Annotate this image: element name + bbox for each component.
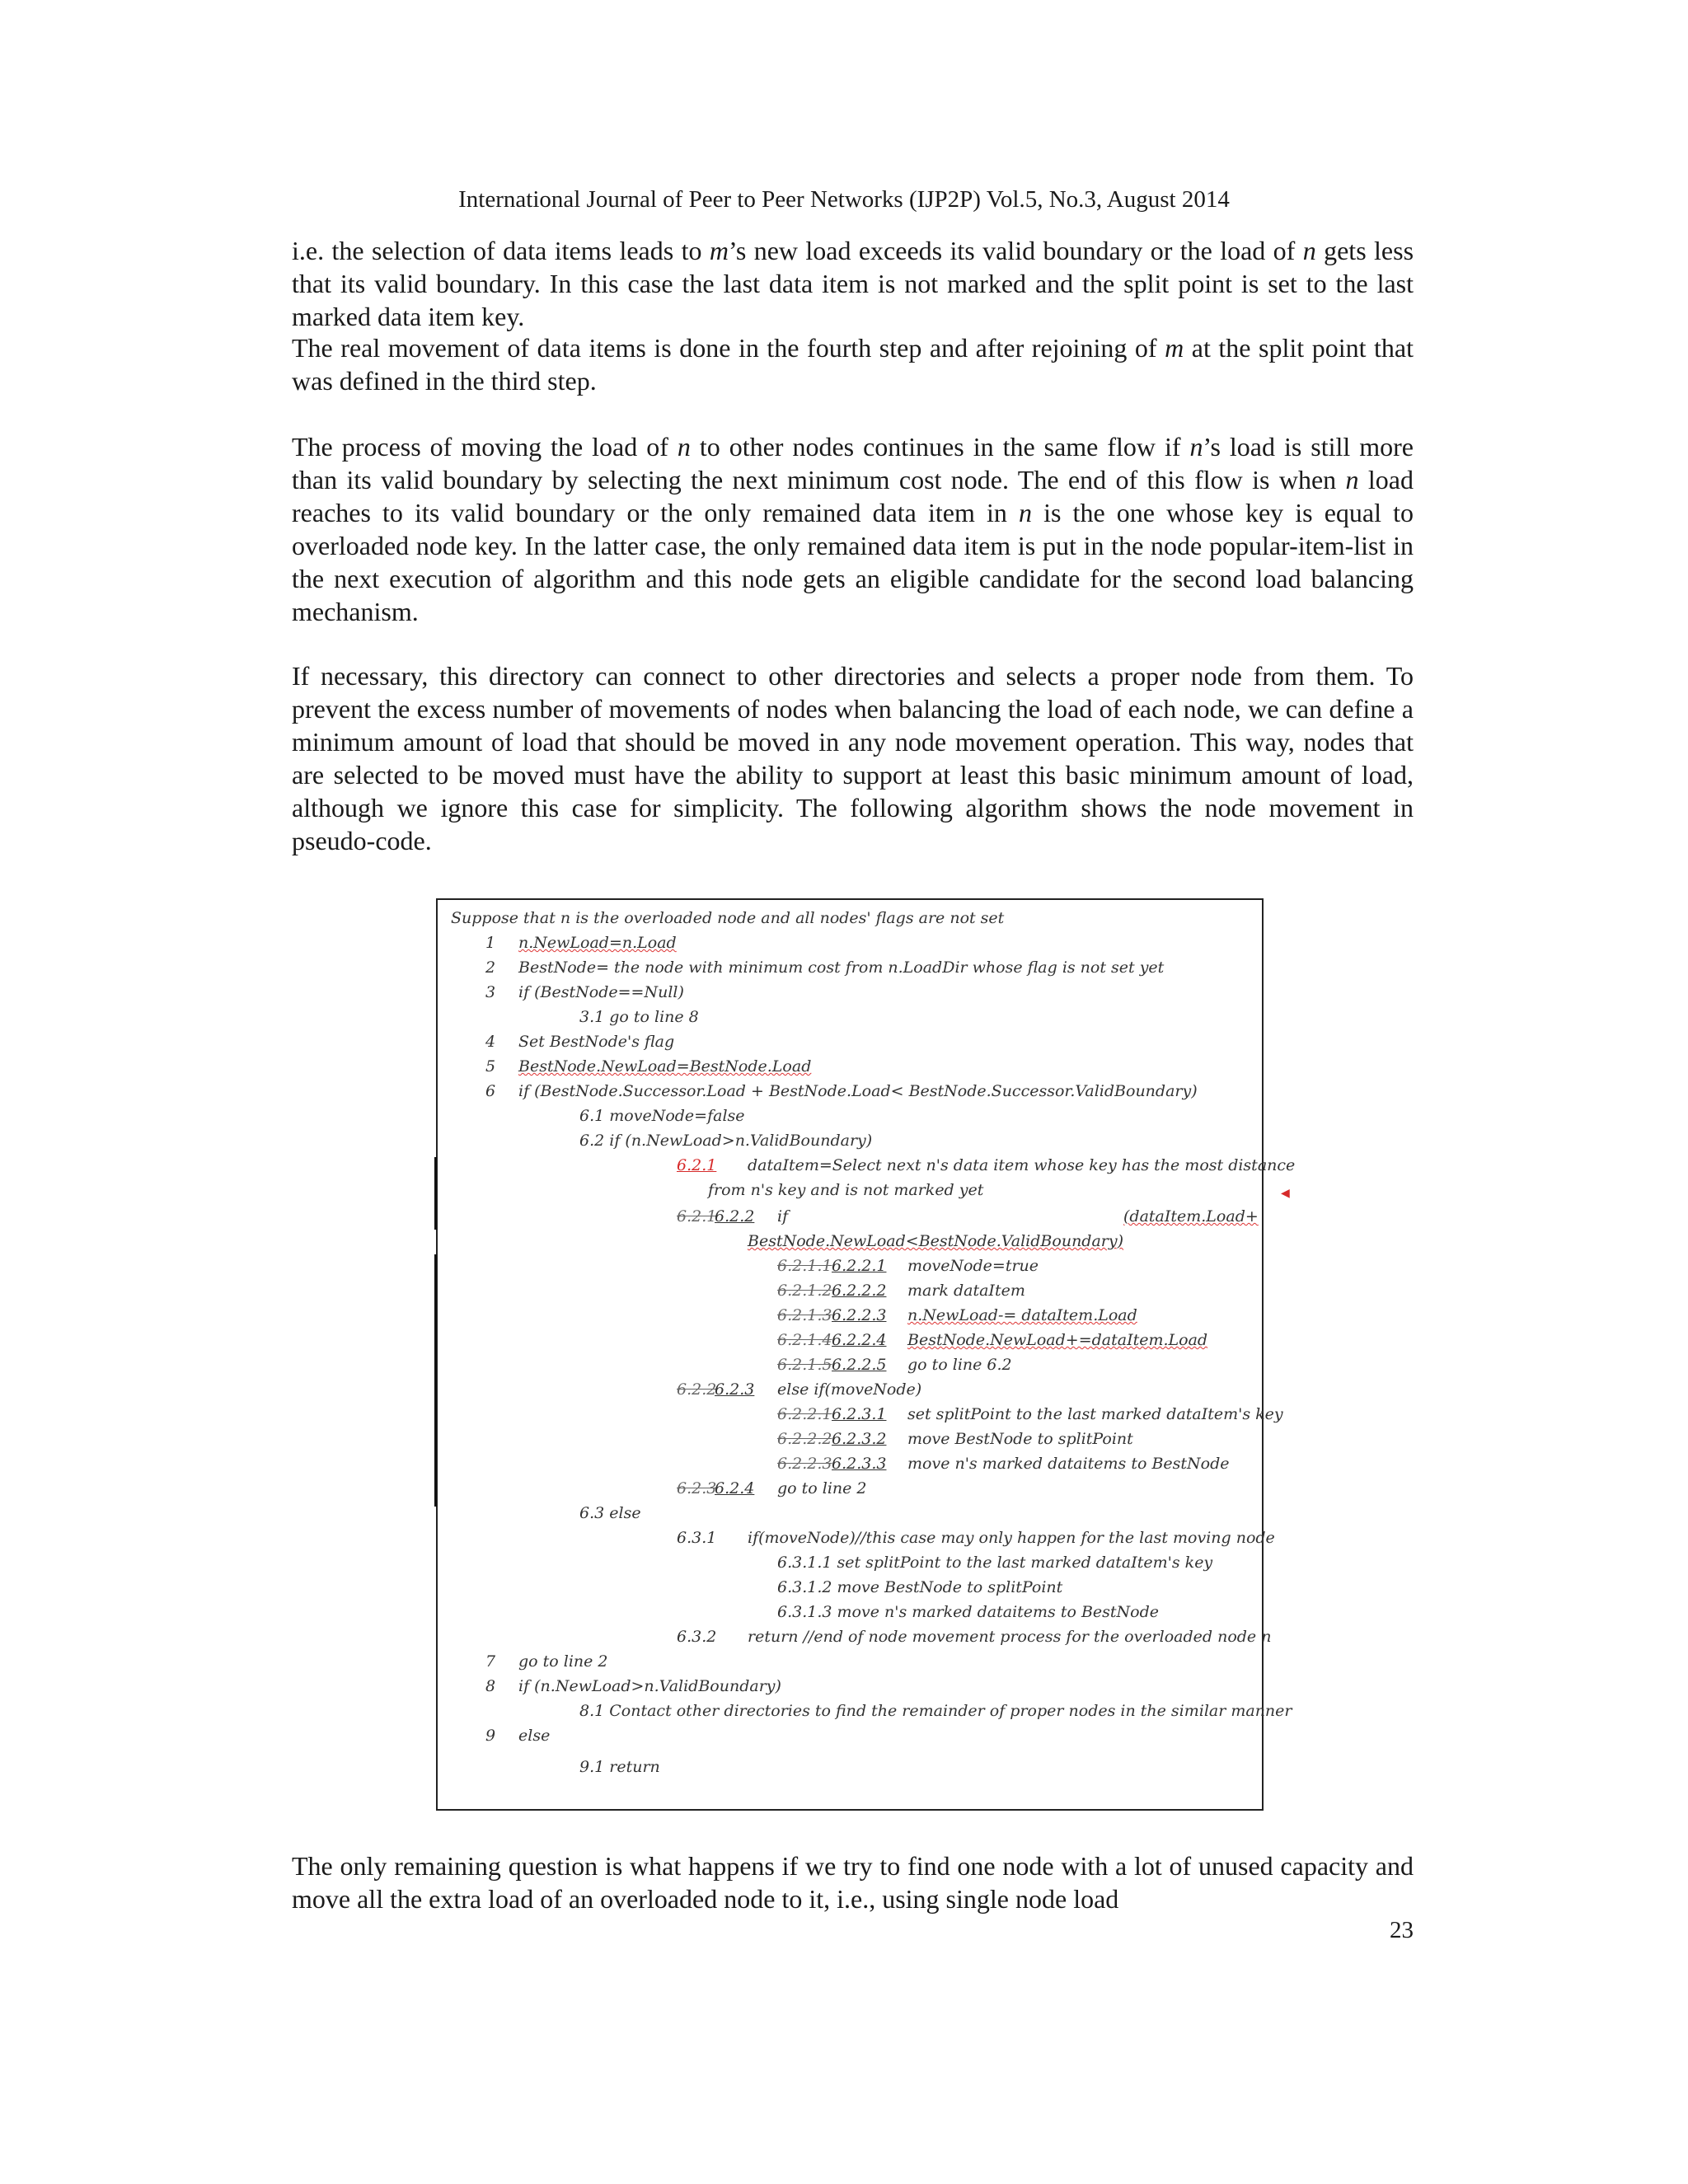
algo-line-number-old: 6.2.2.1 [777,1405,832,1423]
algo-line: 6.3.1.3 move n's marked dataitems to BestNode [777,1603,1160,1621]
paragraph-4: If necessary, this directory can connect to other directories and selects a proper node from them. To prevent the excess number of movements of nodes when balancing the load of each node, we can define a minimum amount of load that should be moved in any node movement operation. This way, nodes that are selected to be moved must have the ability to support at least this basic minimum amount of load, although we ignore this case for simplicity. The following algorithm shows the node movement in pseudo-code. [292,661,1414,855]
algo-line: 8.1 Contact other directories to find the remainder of proper nodes in the similar manner [579,1702,1292,1720]
algo-line-number: 6.2.1 [677,1156,717,1174]
algo-line: if(moveNode)//this case may only happen for the last moving node [748,1529,1275,1547]
algo-line: moveNode=true [907,1257,1039,1275]
algo-line-number: 6.2.2.5 [832,1356,887,1374]
algo-line: move n's marked dataitems to BestNode [907,1455,1230,1473]
algo-line-number-old: 6.2.1.2 [777,1282,832,1300]
algo-line: from n's key and is not marked yet [708,1181,984,1199]
algo-line: BestNode= the node with minimum cost from n.LoadDir whose flag is not set yet [518,958,1165,977]
algo-line-number: 6.3.1 [677,1529,717,1547]
algo-line-number-old: 6.2.3 [677,1479,717,1497]
algo-line: set splitPoint to the last marked dataItem's key [907,1405,1283,1423]
algo-line-number: 2 [485,958,496,977]
algo-line: else if(moveNode) [777,1380,922,1399]
algo-line-number-old: 6.2.1.5 [777,1356,832,1374]
algo-line-number: 7 [485,1652,496,1671]
algo-line-number: 6.2.3 [715,1380,755,1399]
algo-line-number: 6.2.3.1 [832,1405,887,1423]
algo-line: 6.1 moveNode=false [579,1107,745,1125]
algo-line: 6.3.1.1 set splitPoint to the last marked dataItem's key [777,1554,1213,1572]
algo-line: n.NewLoad-= dataItem.Load [907,1306,1137,1324]
algo-line: else [518,1727,551,1745]
algo-line-number: 6.3.2 [677,1628,717,1646]
algo-line: 6.3 else [579,1504,641,1522]
algo-line-number-old: 6.2.1 [677,1207,717,1226]
algo-line-number-old: 6.2.2.2 [777,1430,832,1448]
algo-line-number: 6.2.4 [715,1479,755,1497]
algo-line: mark dataItem [907,1282,1025,1300]
algo-line: n.NewLoad=n.Load [518,934,677,952]
algo-line: 3.1 go to line 8 [579,1008,699,1026]
algo-line: go to line 2 [518,1652,608,1671]
algo-line: go to line 6.2 [907,1356,1012,1374]
paragraph-5: The only remaining question is what happens if we try to find one node with a lot of unused capacity and move all the extra load of an overloaded node to it, i.e., using single node load [292,1851,1414,1914]
algo-line-number: 6 [485,1082,496,1100]
paragraph-2: The real movement of data items is done in the fourth step and after rejoining of m at the split point that was defined in the third step. [292,333,1414,396]
algo-line-number: 8 [485,1677,496,1695]
algo-line-number: 6.2.2.1 [832,1257,887,1275]
algo-line-number-old: 6.2.1.4 [777,1331,832,1349]
algo-line: if (n.NewLoad>n.ValidBoundary) [518,1677,781,1695]
algo-line-number: 6.2.3.3 [832,1455,887,1473]
page-number: 23 [1390,1917,1414,1943]
algo-line-number: 6.2.3.2 [832,1430,887,1448]
algo-line-number-old: 6.2.1.1 [777,1257,832,1275]
algo-line: 9.1 return [579,1758,660,1776]
algo-line-number: 6.2.2.2 [832,1282,887,1300]
algo-line-number: 6.2.2.3 [832,1306,887,1324]
algo-line-number: 1 [485,934,496,952]
running-header: International Journal of Peer to Peer Networks (IJP2P) Vol.5, No.3, August 2014 [458,186,1230,213]
algo-line: go to line 2 [777,1479,867,1497]
change-bar [434,1157,437,1230]
algo-line: return //end of node movement process for the overloaded node n [748,1628,1272,1646]
comment-marker-icon: ◀ [1281,1188,1290,1200]
algo-line-number-old: 6.2.2 [677,1380,717,1399]
algo-line-number-old: 6.2.2.3 [777,1455,832,1473]
algo-line-number: 4 [485,1033,496,1051]
algo-line-number-old: 6.2.1.3 [777,1306,832,1324]
algo-line-number: 3 [485,983,496,1001]
algo-line-number: 9 [485,1727,496,1745]
algo-line: if (BestNode==Null) [518,983,684,1001]
algo-line: dataItem=Select next n's data item whose key has the most distance [748,1156,1296,1174]
algo-line: 6.3.1.2 move BestNode to splitPoint [777,1578,1063,1596]
algorithm-box [436,898,1296,1811]
paragraph-3: The process of moving the load of n to other nodes continues in the same flow if n’s load is still more than its valid boundary by selecting the next minimum cost node. The end of this flow is when n load reaches to its valid boundary or the only remained data item in n is the one whose key is equal to overloaded node key. In the latter case, the only remained data item is put in the node popular-item-list in the next execution of algorithm and this node gets an eligible candidate for the second load balancing mechanism. [292,432,1414,626]
algo-intro: Suppose that n is the overloaded node and all nodes' flags are not set [451,909,1005,927]
change-bar [434,1254,437,1507]
algo-line: move BestNode to splitPoint [907,1430,1133,1448]
algo-line-number: 6.2.2.4 [832,1331,887,1349]
algo-line: 6.2 if (n.NewLoad>n.ValidBoundary) [579,1132,873,1150]
algo-line-number: 6.2.2 [715,1207,755,1226]
algo-line-number: 5 [485,1057,496,1076]
algo-line: (dataItem.Load+ [1123,1207,1259,1226]
algo-line: if [777,1207,789,1226]
algo-line: BestNode.NewLoad=BestNode.Load [518,1057,812,1076]
algo-line: Set BestNode's flag [518,1033,675,1051]
algo-line: if (BestNode.Successor.Load + BestNode.Load< BestNode.Successor.ValidBoundary) [518,1082,1198,1100]
paragraph-1: i.e. the selection of data items leads to m’s new load exceeds its valid boundary or the load of n gets less that its valid boundary. In this case the last data item is not marked and the split point is set to the last marked data item key. [292,236,1414,331]
algo-line: BestNode.NewLoad+=dataItem.Load [907,1331,1208,1349]
algo-line: BestNode.NewLoad<BestNode.ValidBoundary) [748,1232,1124,1250]
